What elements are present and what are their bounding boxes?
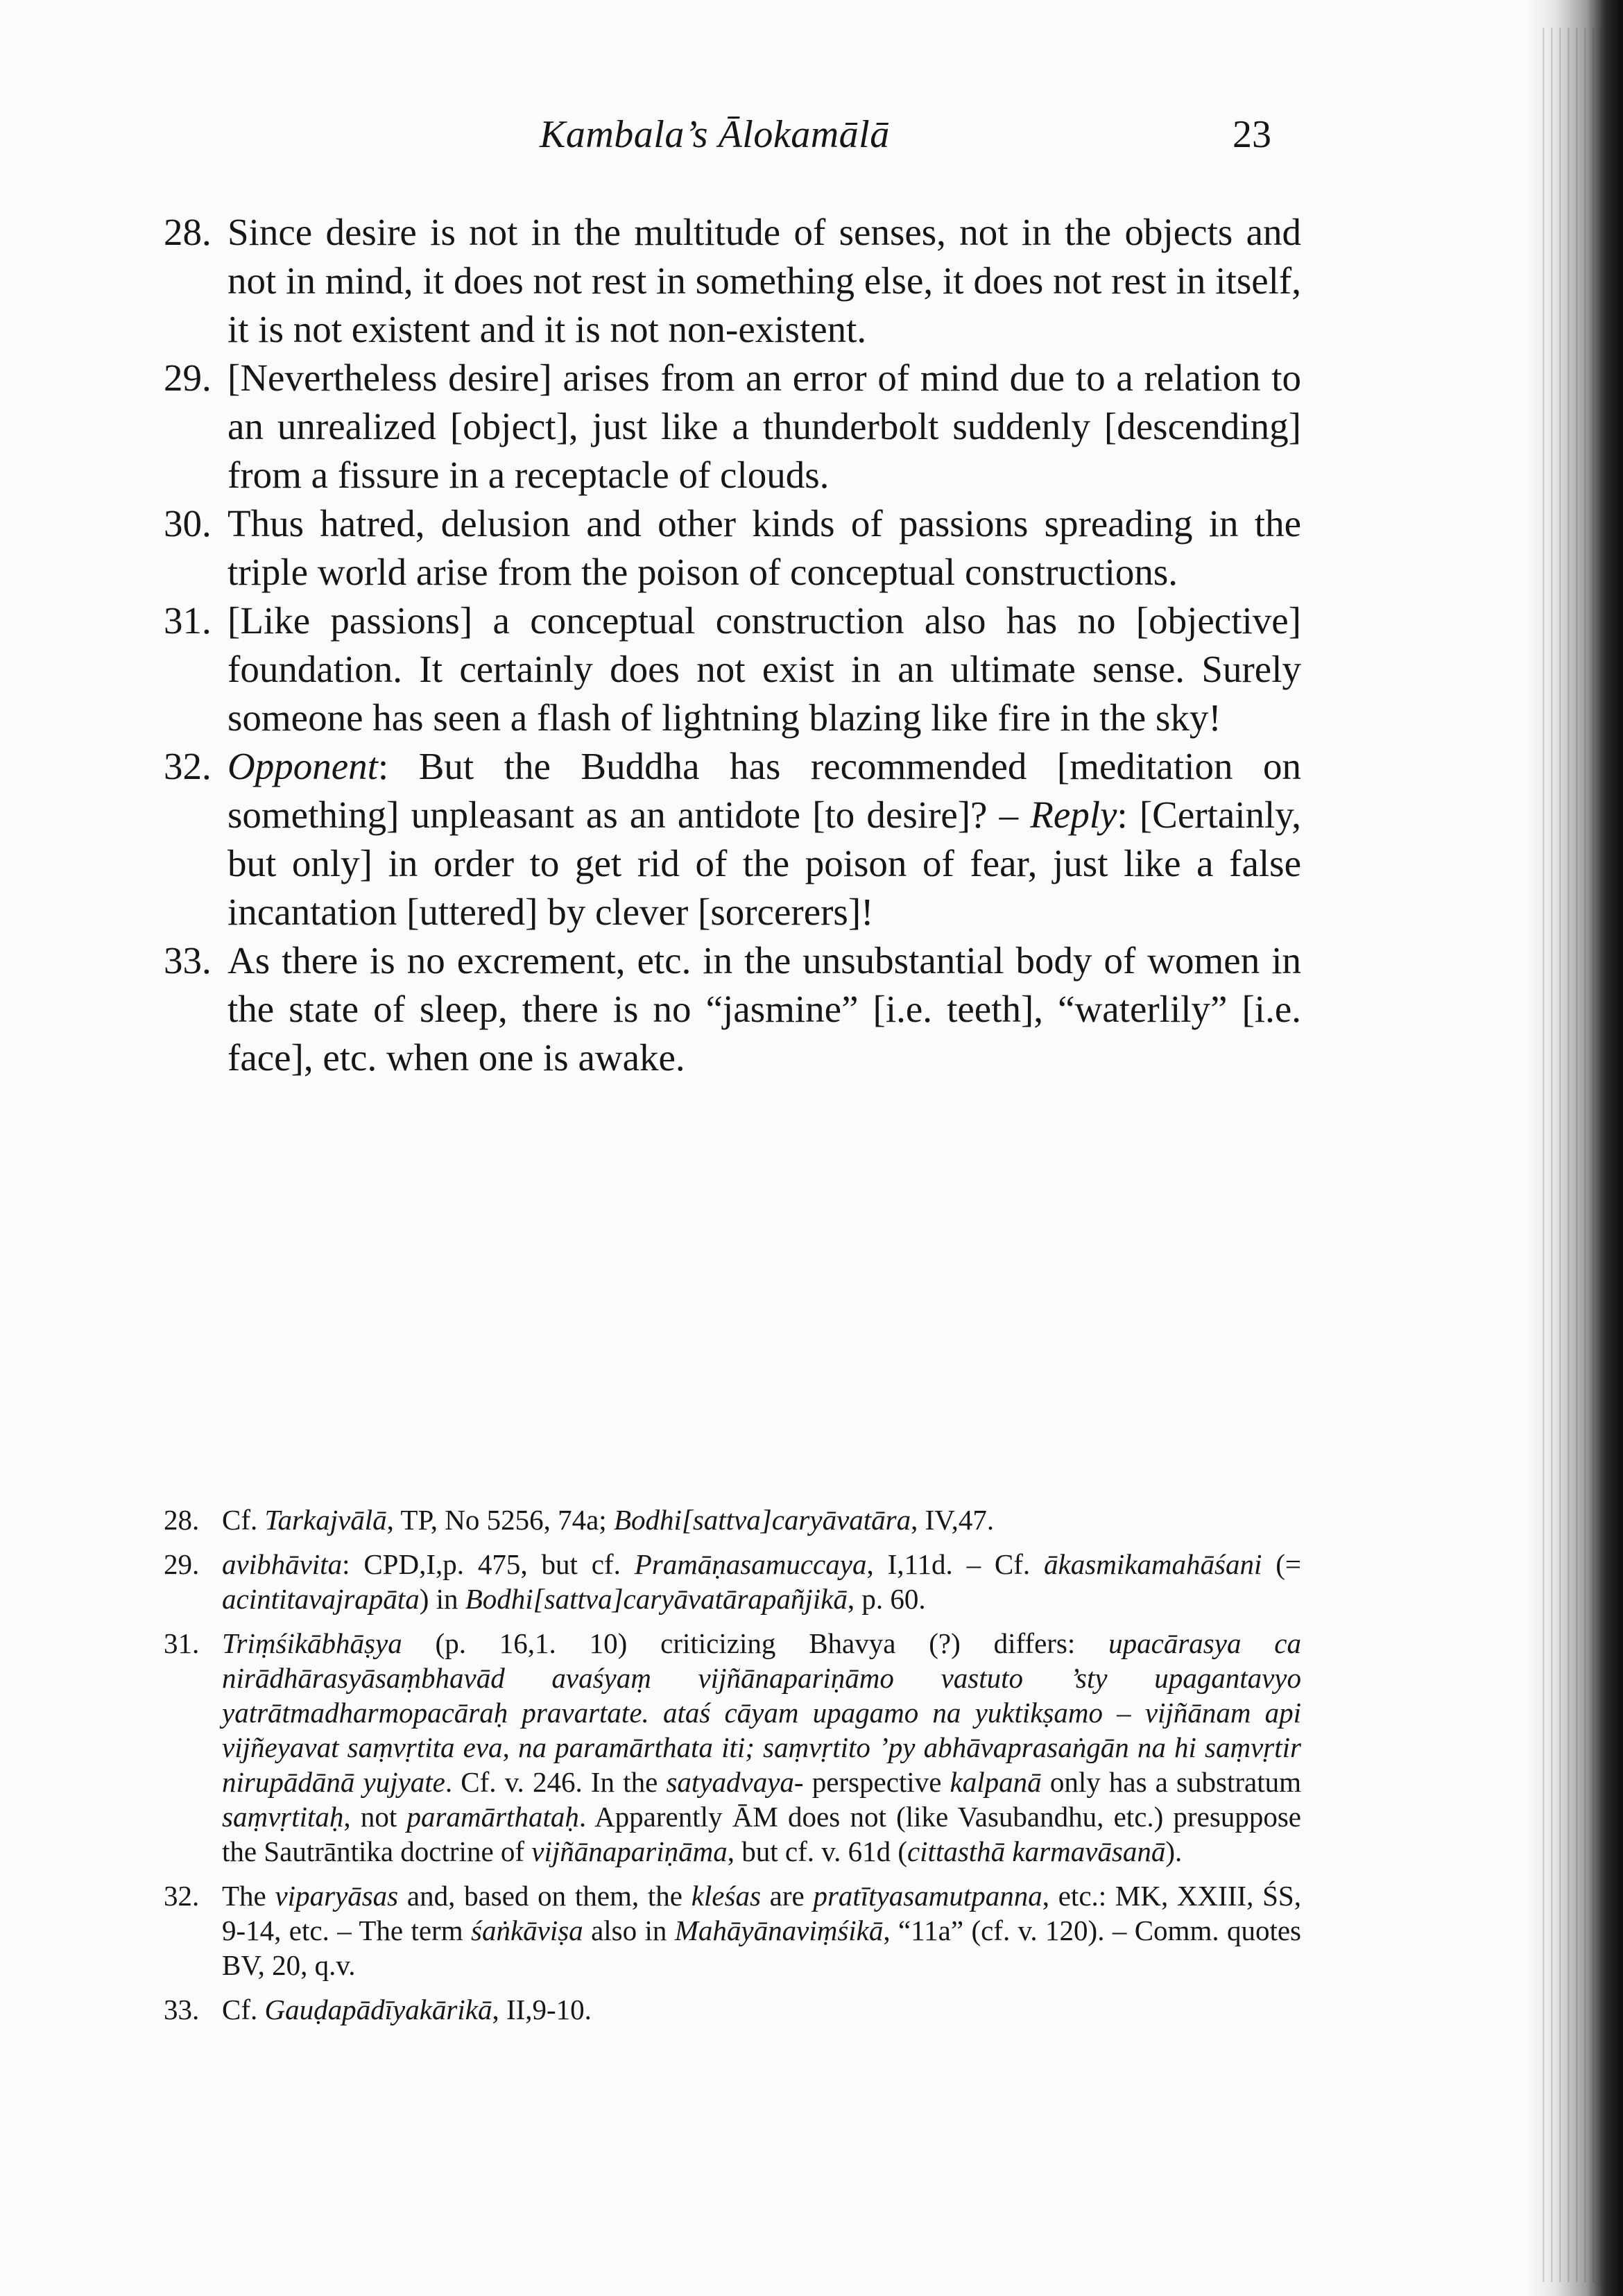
footnote-text: Cf. Gauḍapādīyakārikā, II,9-10. bbox=[222, 1994, 592, 2025]
footnote-text: Cf. Tarkajvālā, TP, No 5256, 74a; Bodhi[sattva]caryāvatāra, IV,47. bbox=[222, 1504, 995, 1536]
footnote-text: The viparyāsas and, based on them, the kleśas are pratītyasamutpanna, etc.: MK, XXIII, ŚS, 9-14, etc. – The term śaṅkāviṣa also in Mahāyānaviṃśikā, “11a” (cf. v. 120). – Comm. quotes BV, 20, q.v. bbox=[222, 1880, 1302, 1981]
footnote-text: avibhāvita: CPD,I,p. 475, but cf. Pramāṇasamuccaya, I,11d. – Cf. ākasmikamahāśani (= acintitavajrapāta) in Bodhi[sattva]caryāvatārapañjikā, p. 60. bbox=[222, 1548, 1301, 1615]
footnote-text: Triṃśikābhāṣya (p. 16,1. 10) criticizing Bhavya (?) differs: upacārasya ca nirādhārasyāsaṃbhavād avaśyaṃ vijñānapariṇāmo vastuto ’sty upagantavyo yatrātmadharmopacāraḥ pravartate. ataś cāyam upagamo na yuktikṣamo – vijñānam api vijñeyavat saṃvṛtita eva, na paramārthata iti; saṃvṛtito ’py abhāvaprasaṅgān na hi saṃvṛtir nirupādānā yujyate. Cf. v. 246. In the satyadvaya- perspective kalpanā only has a substratum saṃvṛtitaḥ, not paramārthataḥ. Apparently ĀM does not (like Vasubandhu, etc.) presuppose the Sautrāntika doctrine of vijñānapariṇāma, but cf. v. 61d (cittasthā karmavāsanā). bbox=[222, 1627, 1301, 1867]
verse-text: [Nevertheless desire] arises from an error of mind due to a relation to an unrealized [object], just like a thunderbolt suddenly [descending] from a fissure in a receptacle of clouds. bbox=[227, 357, 1301, 496]
verse-number: 32. bbox=[164, 745, 212, 787]
footnote-number: 28. bbox=[164, 1504, 200, 1536]
verse-number: 28. bbox=[164, 211, 212, 253]
verse-number: 29. bbox=[164, 357, 212, 399]
footnote-number: 31. bbox=[164, 1627, 200, 1659]
footnotes bbox=[164, 1502, 1301, 2037]
page-edge-texture bbox=[1536, 28, 1606, 2282]
verse-32 bbox=[164, 742, 1301, 936]
verses bbox=[164, 208, 1301, 1082]
footnote-28 bbox=[164, 1502, 1301, 1537]
verse-text: As there is no excrement, etc. in the unsubstantial body of women in the state of sleep, there is no “jasmine” [i.e. teeth], “waterlily” [i.e. face], etc. when one is awake. bbox=[227, 939, 1301, 1079]
verse-number: 30. bbox=[164, 502, 212, 545]
footnote-number: 33. bbox=[164, 1994, 200, 2025]
verse-text: [Like passions] a conceptual construction also has no [objective] foundation. It certainly does not exist in an ultimate sense. Surely someone has seen a flash of lightning blazing like fire in the sky! bbox=[227, 599, 1301, 739]
verse-28 bbox=[164, 208, 1301, 354]
footnote-32 bbox=[164, 1878, 1301, 1982]
speaker-reply: Reply bbox=[1030, 794, 1117, 836]
verse-33 bbox=[164, 936, 1301, 1082]
footnote-29 bbox=[164, 1547, 1301, 1616]
verse-number: 31. bbox=[164, 599, 212, 642]
verse-number: 33. bbox=[164, 939, 212, 982]
running-title: Kambala’s Ālokamālā bbox=[540, 113, 890, 156]
page-number: 23 bbox=[1233, 113, 1271, 156]
verse-text: Opponent: But the Buddha has recommended [meditation on something] unpleasant as an antidote [to desire]? – Reply: [Certainly, but only] in order to get rid of the poison of fear, just like a false incantation [uttered] by clever [sorcerers]! bbox=[227, 745, 1301, 933]
footnote-number: 32. bbox=[164, 1880, 200, 1912]
verse-31 bbox=[164, 597, 1301, 742]
verse-30 bbox=[164, 499, 1301, 597]
verse-text: Since desire is not in the multitude of senses, not in the objects and not in mind, it does not rest in something else, it does not rest in itself, it is not existent and it is not non-existent. bbox=[227, 211, 1301, 350]
footnote-31 bbox=[164, 1626, 1301, 1869]
verse-29 bbox=[164, 354, 1301, 499]
verse-text: Thus hatred, delusion and other kinds of passions spreading in the triple world arise from the poison of conceptual constructions. bbox=[227, 502, 1301, 593]
footnote-33 bbox=[164, 1992, 1301, 2027]
speaker-opponent: Opponent bbox=[227, 745, 378, 787]
footnote-number: 29. bbox=[164, 1548, 200, 1580]
